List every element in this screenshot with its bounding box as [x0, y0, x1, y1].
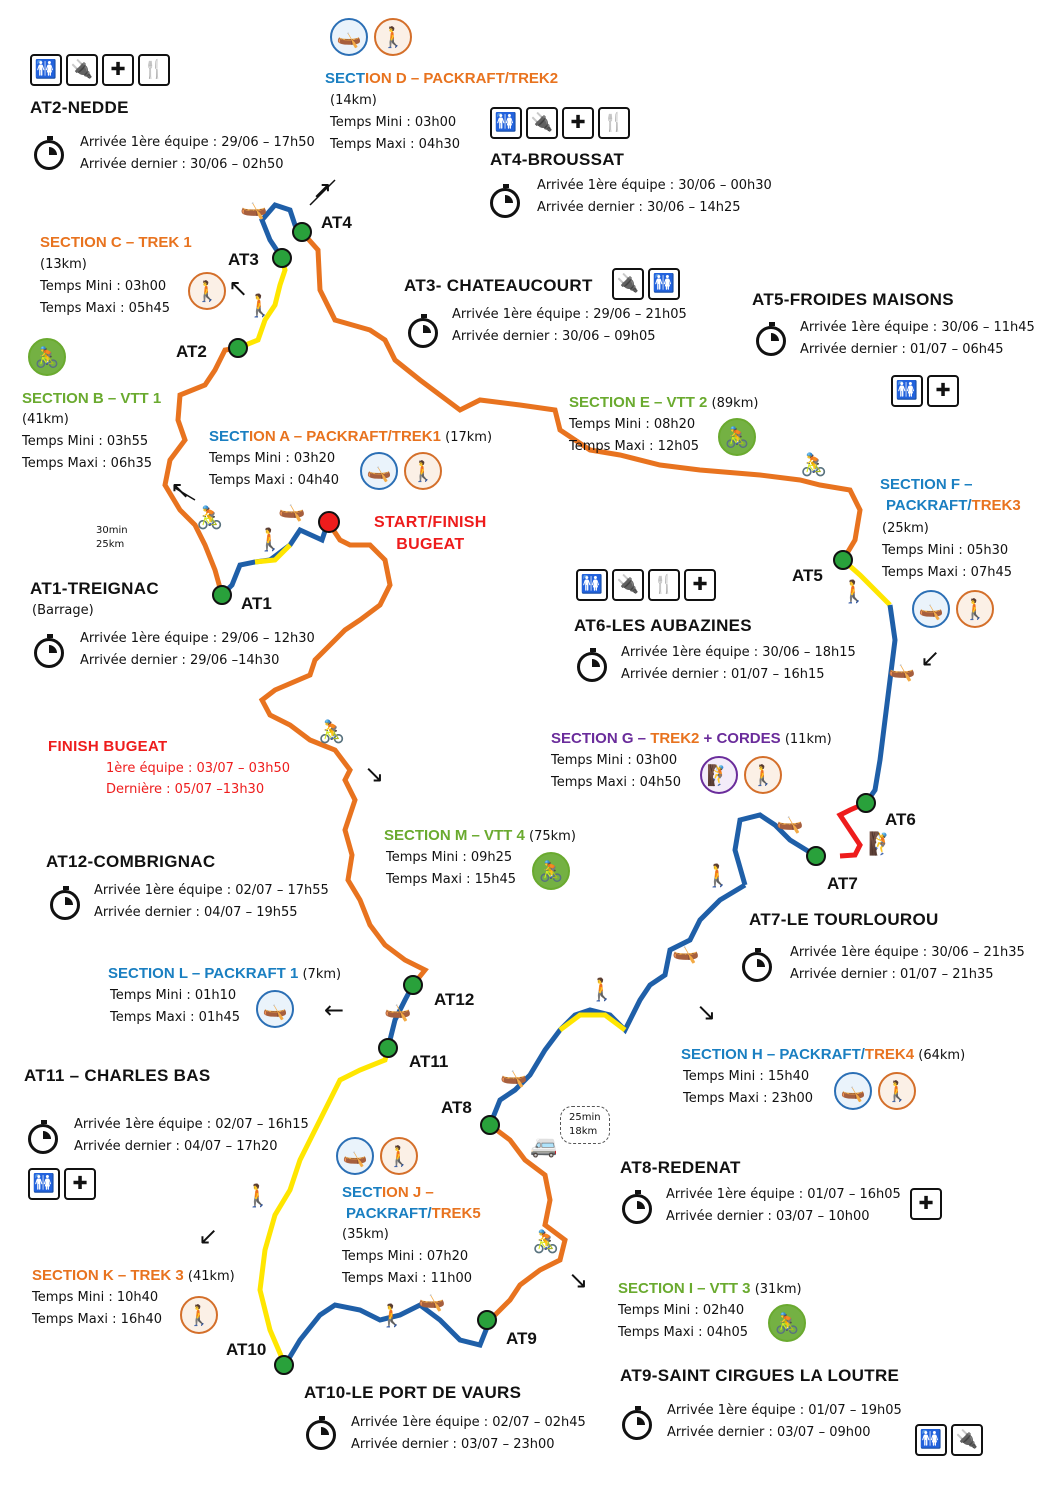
kayak-icon: 🛶	[776, 810, 804, 835]
kayak-icon: 🛶	[240, 196, 268, 221]
toilets-icon: 🚻	[648, 268, 680, 300]
hiker-icon: 🚶	[588, 978, 616, 1003]
section-c-details: (13km) Temps Mini : 03h00 Temps Maxi : 05h45	[40, 257, 171, 316]
kayak-icon: 🛶	[500, 1064, 528, 1089]
arrow-icon: ↘	[696, 998, 717, 1026]
services-at3	[612, 268, 684, 300]
station-at1-sub: (Barrage)	[32, 603, 94, 618]
stopwatch-icon	[622, 1410, 652, 1440]
plug-icon: 🔌	[612, 268, 644, 300]
kayak-icon: 🛶	[888, 658, 916, 683]
kayak-icon: 🛶	[384, 998, 412, 1023]
station-at4-times: Arrivée 1ère équipe : 30/06 – 00h30 Arrivée dernier : 30/06 – 14h25	[537, 178, 772, 215]
stopwatch-icon	[34, 140, 64, 170]
food-icon: 🍴	[598, 107, 630, 139]
services-at8	[910, 1188, 946, 1220]
station-at5-times: Arrivée 1ère équipe : 30/06 – 11h45 Arrivée dernier : 01/07 – 06h45	[800, 320, 1035, 357]
packraft-icon: 🛶	[336, 1137, 374, 1175]
arrow-icon: ↖	[228, 274, 249, 302]
hiker-icon: 🚶	[246, 294, 274, 319]
climbing-icon: 🧗	[700, 756, 738, 794]
section-h-details: Temps Mini : 15h40 Temps Maxi : 23h00	[683, 1069, 814, 1106]
bike-icon: 🚴	[768, 1304, 806, 1342]
station-at12-times: Arrivée 1ère équipe : 02/07 – 17h55 Arrivée dernier : 04/07 – 19h55	[94, 883, 329, 920]
section-b-title: SECTION B – VTT 1	[22, 390, 162, 407]
station-at1-name: AT1-TREIGNAC	[30, 579, 159, 598]
section-e-details: Temps Mini : 08h20 Temps Maxi : 12h05	[569, 417, 700, 454]
transfer-note-2: 25min 18km	[560, 1106, 610, 1144]
node-at8[interactable]	[480, 1115, 500, 1135]
section-l-details: Temps Mini : 01h10 Temps Maxi : 01h45	[110, 988, 241, 1025]
bike-icon: 🚴	[28, 338, 66, 376]
arrow-icon: ↗	[312, 176, 333, 204]
toilets-icon: 🚻	[30, 54, 62, 86]
station-at8-name: AT8-REDENAT	[620, 1158, 741, 1177]
packraft-icon: 🛶	[330, 18, 368, 56]
hiking-icon: 🚶	[744, 756, 782, 794]
station-at7-name: AT7-LE TOURLOUROU	[749, 910, 939, 929]
station-at9-name: AT9-SAINT CIRGUES LA LOUTRE	[620, 1366, 900, 1385]
first-aid-icon: ✚	[927, 375, 959, 407]
start-finish-marker[interactable]	[318, 511, 340, 533]
station-at4-name: AT4-BROUSSAT	[490, 150, 625, 169]
cyclist-icon: 🚴	[196, 506, 224, 531]
section-m-title: SECTION M – VTT 4 (75km)	[384, 827, 576, 844]
services-at11	[28, 1168, 100, 1200]
arrow-icon: ↘	[568, 1266, 589, 1294]
station-at10-times: Arrivée 1ère équipe : 02/07 – 02h45 Arrivée dernier : 03/07 – 23h00	[351, 1415, 586, 1452]
plug-icon: 🔌	[66, 54, 98, 86]
arrow-icon: ←	[324, 996, 345, 1024]
first-aid-icon: ✚	[102, 54, 134, 86]
stopwatch-icon	[34, 638, 64, 668]
services-at4	[490, 107, 634, 139]
plug-icon: 🔌	[951, 1424, 983, 1456]
first-aid-icon: ✚	[562, 107, 594, 139]
stopwatch-icon	[50, 890, 80, 920]
arrow-icon: ↖	[170, 476, 191, 504]
node-at6[interactable]	[856, 793, 876, 813]
section-k-title: SECTION K – TREK 3 (41km)	[32, 1267, 235, 1284]
section-d-title: SECTION D – PACKRAFT/TREK2	[325, 70, 559, 87]
arrow-icon: ↙	[198, 1222, 219, 1250]
section-c-title: SECTION C – TREK 1	[40, 234, 192, 251]
hiking-icon: 🚶	[956, 590, 994, 628]
node-at7[interactable]	[806, 846, 826, 866]
services-at2	[30, 54, 174, 86]
section-f-title: SECTION F – PACKRAFT/TREK3	[880, 476, 1021, 514]
hiker-icon: 🚶	[704, 864, 732, 889]
climber-icon: 🧗	[868, 832, 896, 857]
station-at3-times: Arrivée 1ère équipe : 29/06 – 21h05 Arrivée dernier : 30/06 – 09h05	[452, 307, 687, 344]
node-at4[interactable]	[292, 222, 312, 242]
hiking-icon: 🚶	[188, 272, 226, 310]
packraft-icon: 🛶	[256, 990, 294, 1028]
toilets-icon: 🚻	[490, 107, 522, 139]
section-g-details: Temps Mini : 03h00 Temps Maxi : 04h50	[551, 753, 682, 790]
stopwatch-icon	[756, 326, 786, 356]
label-at11: AT11	[409, 1052, 449, 1071]
finish-info: FINISH BUGEAT 1ère équipe : 03/07 – 03h50 Dernière : 05/07 –13h30	[48, 738, 291, 797]
stopwatch-icon	[577, 652, 607, 682]
hiker-icon: 🚶	[244, 1184, 272, 1209]
toilets-icon: 🚻	[576, 569, 608, 601]
van-icon: 🚐	[530, 1134, 558, 1159]
node-at10[interactable]	[274, 1355, 294, 1375]
start-finish-label: START/FINISH BUGEAT	[374, 514, 487, 553]
food-icon: 🍴	[138, 54, 170, 86]
hiking-icon: 🚶	[180, 1296, 218, 1334]
first-aid-icon: ✚	[684, 569, 716, 601]
hiking-icon: 🚶	[380, 1137, 418, 1175]
stopwatch-icon	[622, 1194, 652, 1224]
stopwatch-icon	[490, 188, 520, 218]
node-at3[interactable]	[272, 248, 292, 268]
hiker-icon: 🚶	[256, 528, 284, 553]
label-at2: AT2	[176, 342, 207, 361]
station-at6-times: Arrivée 1ère équipe : 30/06 – 18h15 Arrivée dernier : 01/07 – 16h15	[621, 645, 856, 682]
label-at1: AT1	[241, 594, 272, 613]
section-e-title: SECTION E – VTT 2 (89km)	[569, 394, 759, 411]
packraft-icon: 🛶	[360, 452, 398, 490]
toilets-icon: 🚻	[891, 375, 923, 407]
stopwatch-icon	[742, 952, 772, 982]
section-m-details: Temps Mini : 09h25 Temps Maxi : 15h45	[386, 850, 517, 887]
station-at2-name: AT2-NEDDE	[30, 98, 129, 117]
cyclist-icon: 🚴	[532, 1230, 560, 1255]
station-at8-times: Arrivée 1ère équipe : 01/07 – 16h05 Arrivée dernier : 03/07 – 10h00	[666, 1187, 901, 1224]
stopwatch-icon	[408, 318, 438, 348]
first-aid-icon: ✚	[64, 1168, 96, 1200]
packraft-icon: 🛶	[912, 590, 950, 628]
section-j-details: (35km) Temps Mini : 07h20 Temps Maxi : 11h00	[342, 1227, 473, 1286]
section-d-details: (14km) Temps Mini : 03h00 Temps Maxi : 04h30	[330, 93, 461, 152]
section-i-title: SECTION I – VTT 3 (31km)	[618, 1280, 802, 1297]
node-at12[interactable]	[403, 975, 423, 995]
hiking-icon: 🚶	[878, 1072, 916, 1110]
station-at7-times: Arrivée 1ère équipe : 30/06 – 21h35 Arrivée dernier : 01/07 – 21h35	[790, 945, 1025, 982]
plug-icon: 🔌	[612, 569, 644, 601]
arrow-icon: ↙	[920, 644, 941, 672]
station-at1-times: Arrivée 1ère équipe : 29/06 – 12h30 Arrivée dernier : 29/06 –14h30	[80, 631, 315, 668]
kayak-icon: 🛶	[278, 498, 306, 523]
hiker-icon: 🚶	[840, 580, 868, 605]
plug-icon: 🔌	[526, 107, 558, 139]
node-at2[interactable]	[228, 338, 248, 358]
station-at9-times: Arrivée 1ère équipe : 01/07 – 19h05 Arrivée dernier : 03/07 – 09h00	[667, 1403, 902, 1440]
section-a-title: SECTION A – PACKRAFT/TREK1 (17km)	[209, 428, 493, 445]
food-icon: 🍴	[648, 569, 680, 601]
arrow-icon: ↘	[364, 760, 385, 788]
station-at11-times: Arrivée 1ère équipe : 02/07 – 16h15 Arrivée dernier : 04/07 – 17h20	[74, 1117, 309, 1154]
stopwatch-icon	[28, 1124, 58, 1154]
section-j-title: SECTION J – PACKRAFT/TREK5	[342, 1184, 481, 1222]
section-h-title: SECTION H – PACKRAFT/TREK4 (64km)	[681, 1046, 966, 1063]
hiking-icon: 🚶	[404, 452, 442, 490]
label-at9: AT9	[506, 1329, 537, 1348]
bike-icon: 🚴	[718, 418, 756, 456]
node-at11[interactable]	[378, 1038, 398, 1058]
services-at9	[915, 1424, 987, 1456]
toilets-icon: 🚻	[28, 1168, 60, 1200]
node-at9[interactable]	[477, 1310, 497, 1330]
station-at3-name: AT3- CHATEAUCOURT	[404, 276, 593, 295]
station-at2-times: Arrivée 1ère équipe : 29/06 – 17h50 Arrivée dernier : 30/06 – 02h50	[80, 135, 315, 172]
toilets-icon: 🚻	[915, 1424, 947, 1456]
kayak-icon: 🛶	[418, 1288, 446, 1313]
station-at5-name: AT5-FROIDES MAISONS	[752, 290, 954, 309]
hiking-icon: 🚶	[374, 18, 412, 56]
node-at5[interactable]	[833, 550, 853, 570]
section-a-details: Temps Mini : 03h20 Temps Maxi : 04h40	[209, 451, 340, 488]
label-at8: AT8	[441, 1098, 472, 1117]
bike-icon: 🚴	[532, 852, 570, 890]
first-aid-icon: ✚	[910, 1188, 942, 1220]
section-g-title: SECTION G – TREK2 + CORDES (11km)	[551, 730, 832, 747]
cyclist-icon: 🚴	[800, 453, 828, 478]
station-at10-name: AT10-LE PORT DE VAURS	[304, 1383, 522, 1402]
transfer-note-1: 30min 25km	[96, 525, 128, 550]
label-at7: AT7	[827, 874, 858, 893]
section-k-details: Temps Mini : 10h40 Temps Maxi : 16h40	[32, 1290, 163, 1327]
hiker-icon: 🚶	[378, 1304, 406, 1329]
kayak-icon: 🛶	[672, 940, 700, 965]
section-b-details: (41km) Temps Mini : 03h55 Temps Maxi : 06h35	[22, 412, 153, 471]
stopwatch-icon	[306, 1420, 336, 1450]
services-at5	[891, 375, 963, 407]
station-at11-name: AT11 – CHARLES BAS	[24, 1066, 211, 1085]
label-at6: AT6	[885, 810, 916, 829]
route-section-f	[866, 605, 895, 803]
section-l-title: SECTION L – PACKRAFT 1 (7km)	[108, 965, 342, 982]
section-i-details: Temps Mini : 02h40 Temps Maxi : 04h05	[618, 1303, 749, 1340]
station-at12-name: AT12-COMBRIGNAC	[46, 852, 216, 871]
node-at1[interactable]	[212, 585, 232, 605]
label-at4: AT4	[321, 213, 352, 232]
packraft-icon: 🛶	[834, 1072, 872, 1110]
label-at3: AT3	[228, 250, 259, 269]
cyclist-icon: 🚴	[318, 720, 346, 745]
section-f-details: (25km) Temps Mini : 05h30 Temps Maxi : 07h45	[882, 521, 1013, 580]
station-at6-name: AT6-LES AUBAZINES	[574, 616, 752, 635]
label-at10: AT10	[226, 1340, 267, 1359]
services-at6	[576, 569, 720, 601]
label-at12: AT12	[434, 990, 475, 1009]
label-at5: AT5	[792, 566, 823, 585]
